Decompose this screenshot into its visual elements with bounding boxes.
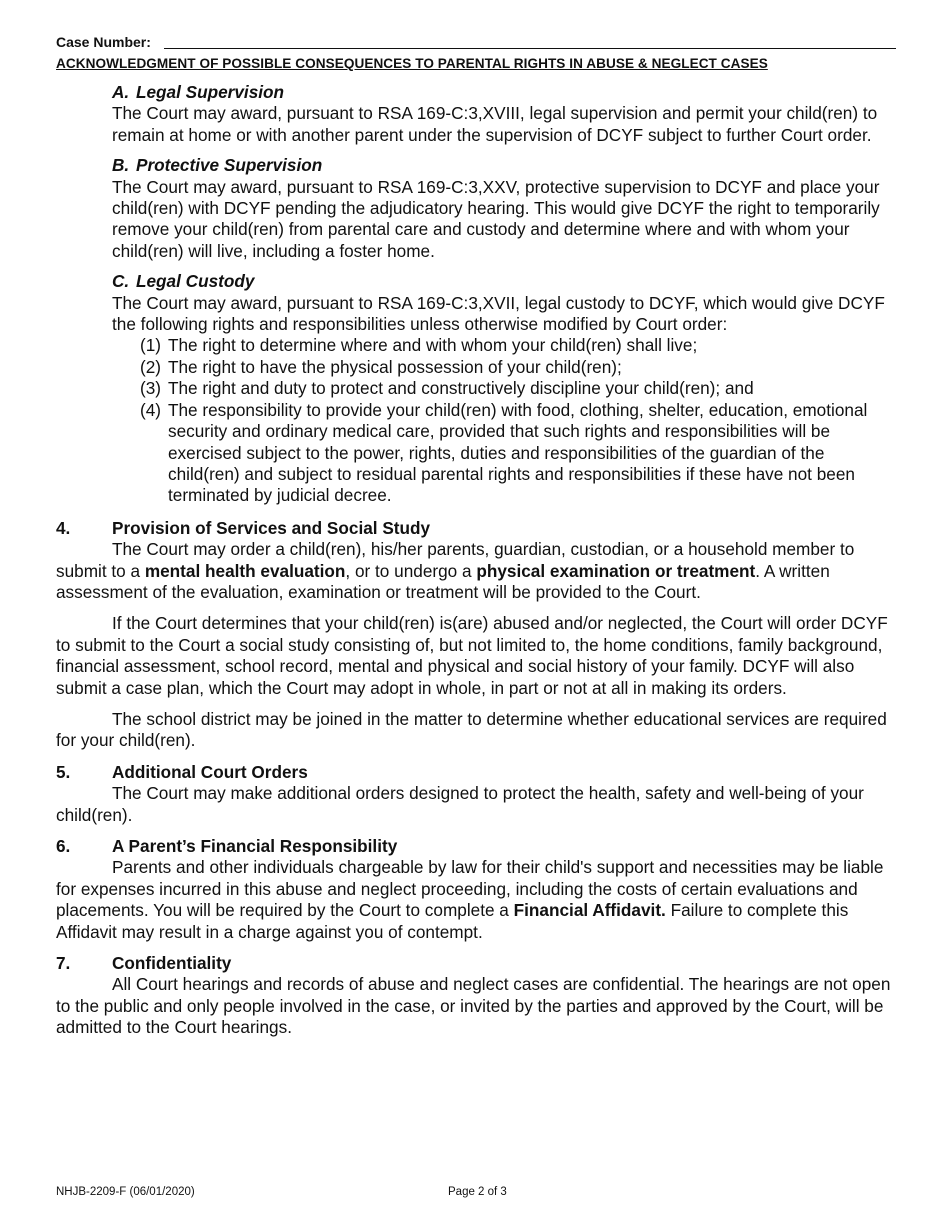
subsection-heading: B. Protective Supervision <box>112 155 323 176</box>
document-body <box>56 82 898 1049</box>
form-id: NHJB-2209-F (06/01/2020) <box>56 1186 195 1198</box>
subsection-text: The Court may award, pursuant to RSA 169-C:3,XXV, protective supervision to DCYF and place your child(ren) with DCYF pending the adjudicatory hearing. This would give DCYF the right to temporarily remove your child(ren) from parental care and custody and determine where and with whom your child(ren) will live, including a foster home. <box>112 176 880 261</box>
case-number-label: Case Number: <box>56 34 151 50</box>
section-paragraph: If the Court determines that your child(ren) is(are) abused and/or neglected, the Court will order DCYF to submit to the Court a social study consisting of, but not limited to, the home conditions, family background, financial assessment, school record, mental and physical and social history of your family. DCYF will also submit a case plan, which the Court may adopt in whole, in part or not at all in making its orders. <box>56 613 888 698</box>
section-heading: 4. Provision of Services and Social Study <box>56 517 431 538</box>
section-paragraph: Parents and other individuals chargeable by law for their child's support and necessities may be liable for expenses incurred in this abuse and neglect proceeding, including the costs of certain evaluations and placements. You will be required by the Court to complete a Financial Affidavit. Failure to complete this Affidavit may result in a charge against you of contempt. <box>56 857 884 942</box>
section-heading: 7. Confidentiality <box>56 953 232 974</box>
page-number: Page 2 of 3 <box>448 1186 507 1198</box>
case-number-field-line <box>164 48 896 49</box>
section-5 <box>56 762 898 826</box>
section-4 <box>56 518 898 752</box>
section-paragraph: The Court may order a child(ren), his/her parents, guardian, custodian, or a household member to submit to a mental health evaluation, or to undergo a physical examination or treatment. A written assessment of the evaluation, examination or treatment will be provided to the Court. <box>56 539 855 602</box>
custody-rights-list <box>112 335 898 506</box>
subsection-text: The Court may award, pursuant to RSA 169-C:3,XVII, legal custody to DCYF, which would give DCYF the following rights and responsibilities unless otherwise modified by Court order: <box>112 292 885 335</box>
list-item: (2) The right to have the physical possession of your child(ren); <box>140 356 622 377</box>
subsection-a <box>112 82 898 146</box>
section-paragraph: All Court hearings and records of abuse and neglect cases are confidential. The hearings are not open to the public and only people involved in the case, or invited by the parties and approved by the Court, will be admitted to the Court hearings. <box>56 974 891 1038</box>
section-paragraph: The Court may make additional orders designed to protect the health, safety and well-being of your child(ren). <box>56 783 864 825</box>
section-6 <box>56 836 898 943</box>
case-number-row <box>56 33 896 51</box>
list-item: (4) The responsibility to provide your child(ren) with food, clothing, shelter, education, emotional security and ordinary medical care, provided that such rights and responsibilities will be exercised subject to the power, rights, duties and responsibilities of the guardian of the child(ren) and subject to residual parental rights and responsibilities if these have not been terminated by judicial decree. <box>140 399 868 506</box>
subsection-text: The Court may award, pursuant to RSA 169-C:3,XVIII, legal supervision and permit your child(ren) to remain at home or with another parent under the supervision of DCYF subject to further Court order. <box>112 103 878 145</box>
subsection-b <box>112 155 898 262</box>
subsection-c <box>112 271 898 506</box>
subsection-heading: C. Legal Custody <box>112 271 255 292</box>
list-item: (3) The right and duty to protect and constructively discipline your child(ren); and <box>140 378 754 399</box>
subsection-heading: A. Legal Supervision <box>112 82 285 102</box>
section-heading: 5. Additional Court Orders <box>56 761 308 782</box>
acknowledgment-title: ACKNOWLEDGMENT OF POSSIBLE CONSEQUENCES TO PARENTAL RIGHTS IN ABUSE & NEGLECT CASES <box>56 56 768 71</box>
section-paragraph: The school district may be joined in the matter to determine whether educational services are required for your child(ren). <box>56 708 887 751</box>
section-heading: 6. A Parent’s Financial Responsibility <box>56 836 398 856</box>
section-7 <box>56 953 898 1039</box>
list-item: (1) The right to determine where and with whom your child(ren) shall live; <box>140 335 698 356</box>
